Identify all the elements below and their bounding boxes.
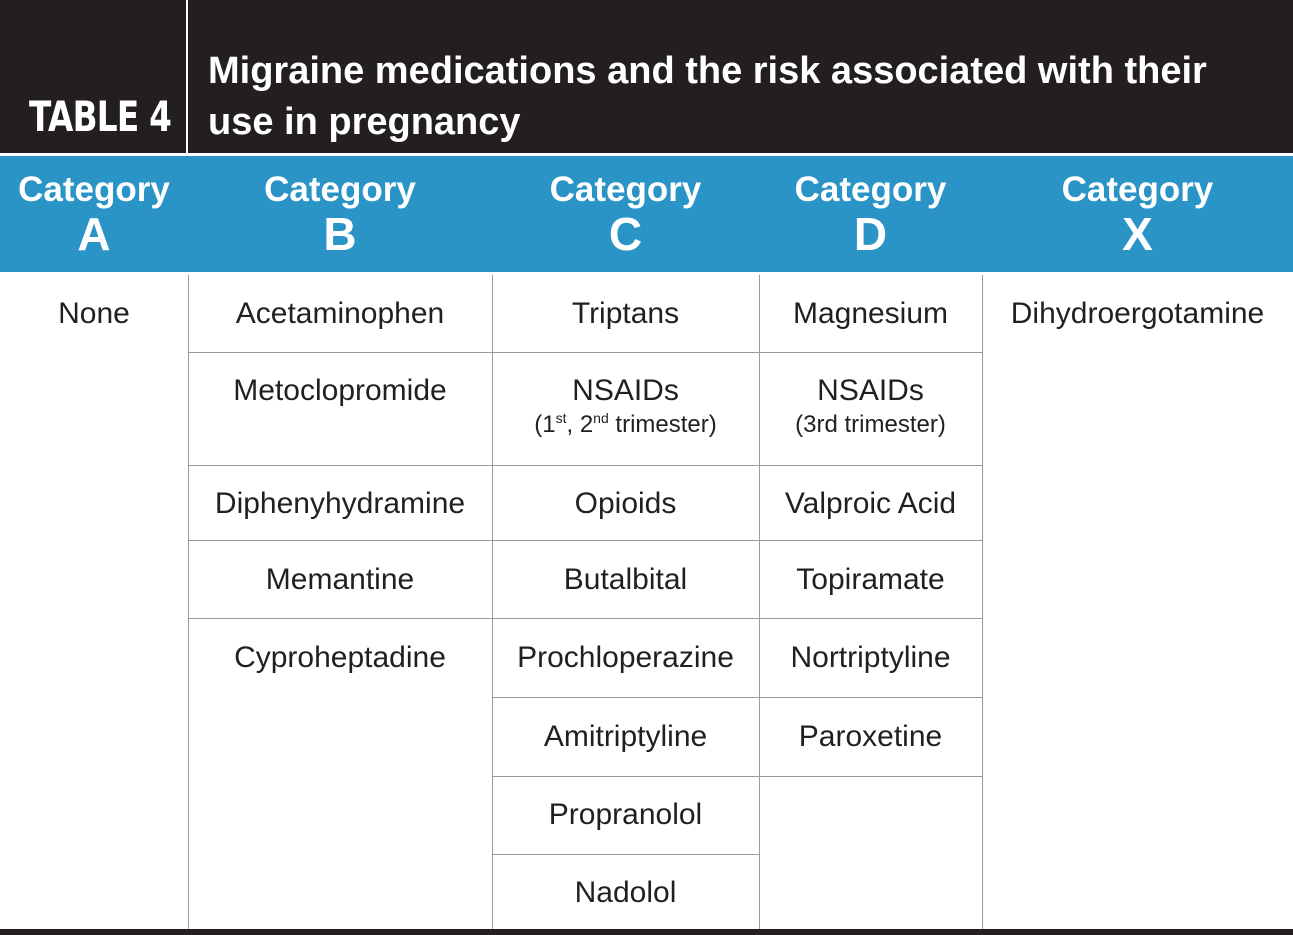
row-divider <box>188 618 492 619</box>
category-x-header <box>982 170 1293 258</box>
row-divider <box>188 352 492 353</box>
category-d-word: Category <box>794 170 947 209</box>
drug-name: Triptans <box>571 297 680 330</box>
drug-name: Acetaminophen <box>235 297 445 330</box>
category-c-cell <box>492 373 759 441</box>
category-c-cell <box>492 875 759 911</box>
row-divider <box>188 465 492 466</box>
category-b-cell <box>188 486 492 522</box>
category-c-header <box>492 170 759 258</box>
category-x-letter: X <box>1122 208 1153 260</box>
category-c-cell <box>492 640 759 676</box>
row-divider <box>759 465 982 466</box>
row-divider <box>759 697 982 698</box>
category-d-cell <box>759 562 982 598</box>
row-divider <box>492 854 759 855</box>
drug-name: Dihydroergotamine <box>1010 297 1265 330</box>
drug-name: Topiramate <box>796 563 945 596</box>
category-a-header <box>0 170 188 258</box>
category-d-header <box>759 170 982 258</box>
category-x-cell <box>982 296 1293 332</box>
drug-name: Metoclopromide <box>233 374 447 407</box>
category-c-cell <box>492 797 759 833</box>
drug-name: Nadolol <box>574 876 677 909</box>
category-c-cell <box>492 719 759 755</box>
row-divider <box>759 618 982 619</box>
drug-name: Butalbital <box>563 563 688 596</box>
category-d-letter: D <box>853 208 888 260</box>
drug-name: Opioids <box>574 487 677 520</box>
row-divider <box>492 465 759 466</box>
row-divider <box>492 776 759 777</box>
table-header <box>0 0 1293 153</box>
drug-note: (1st, 2nd trimester) <box>534 410 717 438</box>
category-c-cell <box>492 296 759 332</box>
category-d-cell <box>759 640 982 676</box>
drug-name: Cyproheptadine <box>234 641 446 674</box>
category-d-cell <box>759 296 982 332</box>
category-b-cell <box>188 296 492 332</box>
category-c-cell <box>492 562 759 598</box>
column-divider <box>982 275 983 929</box>
category-b-word: Category <box>264 170 416 209</box>
row-divider <box>759 776 982 777</box>
row-divider <box>492 618 759 619</box>
header-divider <box>186 0 188 153</box>
category-d-cell <box>759 373 982 441</box>
drug-note: (3rd trimester) <box>795 411 946 438</box>
category-x-word: Category <box>1061 170 1214 209</box>
drug-name: Nortriptyline <box>790 641 951 674</box>
row-divider <box>188 540 492 541</box>
bottom-rule <box>0 929 1293 935</box>
category-b-cell <box>188 373 492 409</box>
row-divider <box>759 540 982 541</box>
row-divider <box>492 697 759 698</box>
category-a-letter: A <box>77 208 111 260</box>
category-a-cell <box>0 296 188 332</box>
category-d-cell <box>759 719 982 755</box>
drug-name: Diphenyhydramine <box>214 487 466 520</box>
drug-name: Magnesium <box>792 297 949 330</box>
drug-name: Prochloperazine <box>517 641 734 674</box>
drug-name: NSAIDs <box>572 374 679 407</box>
drug-name: Valproic Acid <box>784 487 957 520</box>
drug-name: Amitriptyline <box>543 720 708 753</box>
row-divider <box>492 352 759 353</box>
drug-name: NSAIDs <box>817 374 924 407</box>
category-b-cell <box>188 640 492 676</box>
table-title: Migraine medications and the risk associated with their use in pregnancy <box>208 50 1207 143</box>
row-divider <box>759 352 982 353</box>
category-b-letter: B <box>323 208 357 260</box>
category-b-cell <box>188 562 492 598</box>
category-b-header <box>188 170 492 258</box>
drug-name: Propranolol <box>548 798 703 831</box>
category-c-word: Category <box>549 170 702 209</box>
category-c-cell <box>492 486 759 522</box>
drug-name: Paroxetine <box>798 720 943 753</box>
drug-name: Memantine <box>265 563 415 596</box>
drug-name: None <box>58 297 130 330</box>
category-d-cell <box>759 486 982 522</box>
row-divider <box>492 540 759 541</box>
category-c-letter: C <box>608 208 643 260</box>
category-a-word: Category <box>18 170 170 209</box>
table-number: TABLE 4 <box>29 92 172 141</box>
